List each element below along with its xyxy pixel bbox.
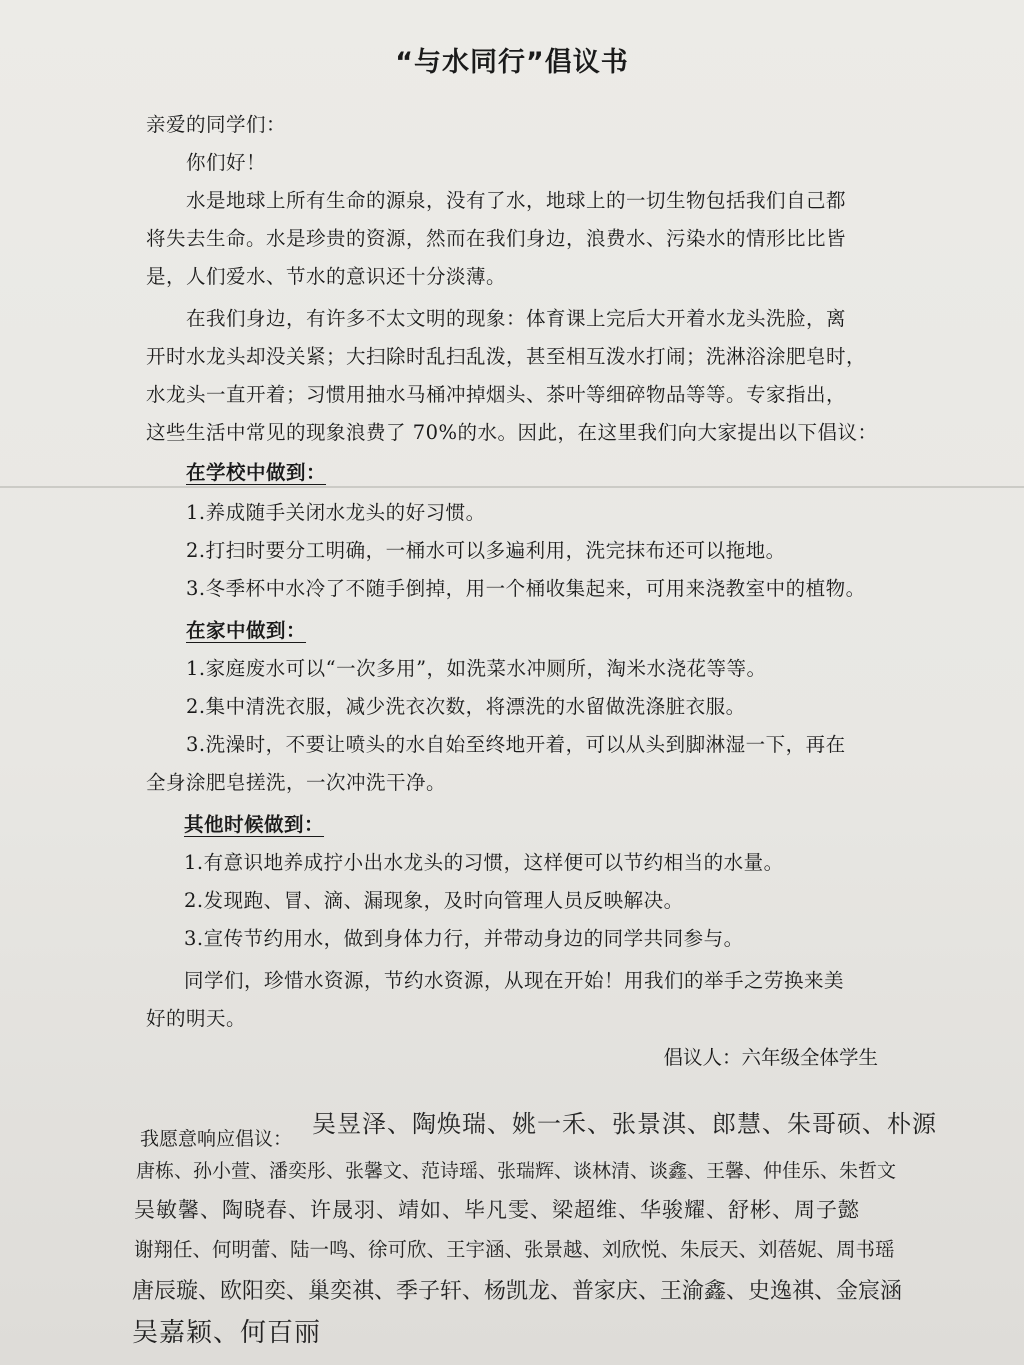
paragraph-line: 开时水龙头却没关紧；大扫除时乱扫乱泼，甚至相互泼水打闹；洗淋浴涂肥皂时， — [146, 345, 867, 368]
section-heading-school: 在学校中做到： — [186, 461, 327, 484]
paragraph-line: 水龙头一直开着；习惯用抽水马桶冲掉烟头、茶叶等细碎物品等等。专家指出， — [146, 383, 847, 406]
list-item: 1.养成随手关闭水龙头的好习惯。 — [186, 501, 486, 524]
list-item: 全身涂肥皂搓洗，一次冲洗干净。 — [146, 771, 447, 794]
response-label: 我愿意响应倡议： — [140, 1128, 293, 1150]
section-heading-other: 其他时候做到： — [184, 813, 325, 836]
handwritten-signatures-row: 唐辰璇、欧阳奕、巢奕祺、季子轩、杨凯龙、普家庆、王渝鑫、史逸祺、金宸涵 — [132, 1279, 903, 1304]
list-item: 1.有意识地养成拧小出水龙头的习惯，这样便可以节约相当的水量。 — [184, 851, 784, 874]
handwritten-signatures-row: 唐栋、孙小萱、潘奕彤、张馨文、范诗瑶、张瑞辉、谈林清、谈鑫、王馨、仲佳乐、朱哲文 — [136, 1160, 897, 1182]
handwritten-signatures-row: 吴昱泽、陶焕瑞、姚一禾、张景淇、郎慧、朱哥硕、朴源 — [312, 1110, 937, 1138]
handwritten-signatures-row: 吴敏馨、陶晓春、许晟羽、靖如、毕凡雯、梁超维、华骏耀、舒彬、周子懿 — [134, 1198, 860, 1222]
closing-line: 好的明天。 — [146, 1007, 247, 1030]
greeting: 亲爱的同学们： — [146, 113, 287, 136]
list-item: 3.宣传节约用水，做到身体力行，并带动身边的同学共同参与。 — [184, 927, 744, 950]
list-item: 1.家庭废水可以“一次多用”，如洗菜水冲厕所，淘米水浇花等等。 — [186, 657, 767, 680]
paragraph-line: 水是地球上所有生命的源泉，没有了水，地球上的一切生物包括我们自己都 — [186, 189, 847, 212]
list-item: 2.集中清洗衣服，减少洗衣次数，将漂洗的水留做洗涤脏衣服。 — [186, 695, 746, 718]
signature-line: 倡议人：六年级全体学生 — [663, 1046, 878, 1069]
paper-fold-line — [0, 486, 1024, 488]
closing-line: 同学们，珍惜水资源，节约水资源，从现在开始！用我们的举手之劳换来美 — [184, 969, 845, 992]
list-item: 2.打扫时要分工明确，一桶水可以多遍利用，洗完抹布还可以拖地。 — [186, 539, 786, 562]
paragraph-line: 这些生活中常见的现象浪费了 70%的水。因此，在这里我们向大家提出以下倡议： — [146, 421, 878, 444]
paragraph-line: 是，人们爱水、节水的意识还十分淡薄。 — [146, 265, 507, 288]
paragraph-line: 将失去生命。水是珍贵的资源，然而在我们身边，浪费水、污染水的情形比比皆 — [146, 227, 847, 250]
hello-line: 你们好！ — [186, 151, 267, 174]
list-item: 2.发现跑、冒、滴、漏现象，及时向管理人员反映解决。 — [184, 889, 684, 912]
handwritten-signatures-row: 谢翔任、何明蕾、陆一鸣、徐可欣、王宇涵、张景越、刘欣悦、朱辰天、刘蓓妮、周书瑶 — [134, 1238, 895, 1261]
list-item: 3.洗澡时，不要让喷头的水自始至终地开着，可以从头到脚淋湿一下，再在 — [186, 733, 846, 756]
section-heading-home: 在家中做到： — [186, 619, 307, 642]
list-item: 3.冬季杯中水冷了不随手倒掉，用一个桶收集起来，可用来浇教室中的植物。 — [186, 577, 866, 600]
paragraph-line: 在我们身边，有许多不太文明的现象：体育课上完后大开着水龙头洗脸，离 — [186, 307, 847, 330]
handwritten-signatures-row: 吴嘉颖、何百丽 — [132, 1318, 322, 1348]
document-title: “与水同行”倡议书 — [395, 47, 629, 78]
